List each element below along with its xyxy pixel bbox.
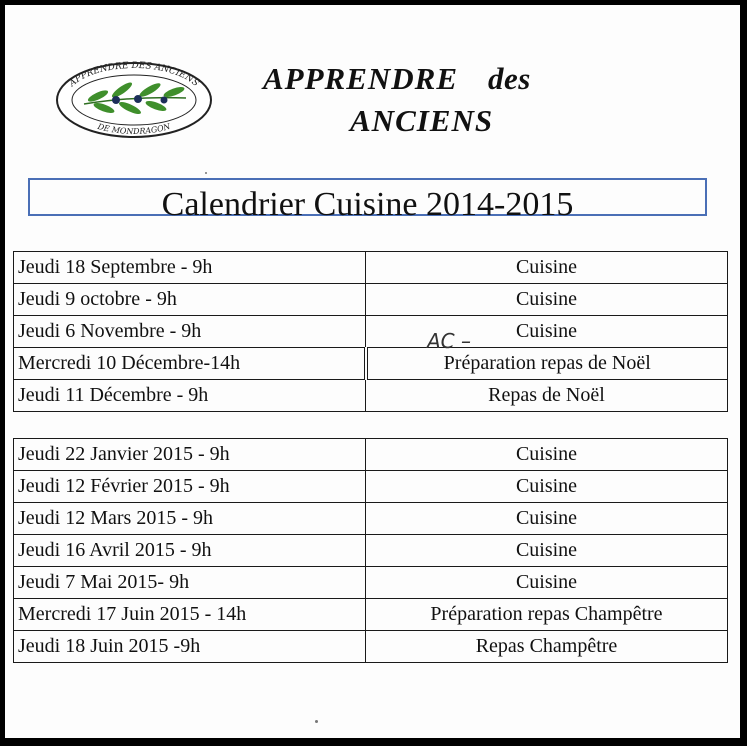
- schedule-row: [14, 284, 728, 316]
- schedule-row: [14, 439, 728, 471]
- schedule-table-2015: [13, 438, 728, 663]
- schedule-row: [14, 252, 728, 284]
- handwritten-annotation: [425, 328, 495, 354]
- schedule-date: Jeudi 6 Novembre - 9h: [14, 316, 366, 348]
- schedule-event: Cuisine: [366, 284, 728, 316]
- schedule-event: Repas Champêtre: [366, 631, 728, 663]
- page-title-line-2: ANCIENS: [350, 103, 494, 138]
- schedule-row: [14, 348, 728, 380]
- schedule-event: Cuisine: [366, 567, 728, 599]
- schedule-event: Cuisine: [366, 439, 728, 471]
- calendar-subtitle: Calendrier Cuisine 2014-2015: [161, 186, 574, 223]
- schedule-row: [14, 503, 728, 535]
- schedule-date: Jeudi 9 octobre - 9h: [14, 284, 366, 316]
- schedule-date: Mercredi 10 Décembre-14h: [14, 348, 366, 380]
- schedule-row: [14, 567, 728, 599]
- schedule-date: Jeudi 11 Décembre - 9h: [14, 380, 366, 412]
- schedule-table-2014: [13, 251, 728, 412]
- schedule-event: Repas de Noël: [366, 380, 728, 412]
- page-title-line-1: [263, 61, 531, 97]
- schedule-event: Cuisine: [366, 316, 728, 348]
- logo-text-top: APPRENDRE DES ANCIENS: [67, 60, 201, 89]
- schedule-date: Jeudi 12 Mars 2015 - 9h: [14, 503, 366, 535]
- schedule-event: Cuisine: [366, 535, 728, 567]
- schedule-event: Préparation repas de Noël: [366, 348, 728, 380]
- document-page: [5, 5, 740, 738]
- handwritten-note: AC –: [427, 329, 472, 353]
- schedule-row: [14, 631, 728, 663]
- title-word-des: des: [488, 61, 531, 96]
- schedule-event: Cuisine: [366, 503, 728, 535]
- schedule-event: Préparation repas Champêtre: [366, 599, 728, 631]
- schedule-row: [14, 535, 728, 567]
- schedule-row: [14, 599, 728, 631]
- schedule-row: [14, 316, 728, 348]
- schedule-date: Jeudi 7 Mai 2015- 9h: [14, 567, 366, 599]
- schedule-row: [14, 471, 728, 503]
- scan-speck: [205, 172, 207, 174]
- schedule-row: [14, 380, 728, 412]
- logo-text-bottom: DE MONDRAGON: [96, 121, 172, 137]
- schedule-event: Cuisine: [366, 471, 728, 503]
- scan-speck: [315, 720, 318, 723]
- schedule-date: Jeudi 18 Septembre - 9h: [14, 252, 366, 284]
- schedule-event: Cuisine: [366, 252, 728, 284]
- schedule-date: Jeudi 12 Février 2015 - 9h: [14, 471, 366, 503]
- association-logo: [54, 60, 214, 140]
- schedule-date: Jeudi 16 Avril 2015 - 9h: [14, 535, 366, 567]
- title-word-apprendre: APPRENDRE: [263, 61, 459, 96]
- schedule-date: Mercredi 17 Juin 2015 - 14h: [14, 599, 366, 631]
- subtitle-box: [28, 178, 707, 223]
- schedule-date: Jeudi 22 Janvier 2015 - 9h: [14, 439, 366, 471]
- schedule-date: Jeudi 18 Juin 2015 -9h: [14, 631, 366, 663]
